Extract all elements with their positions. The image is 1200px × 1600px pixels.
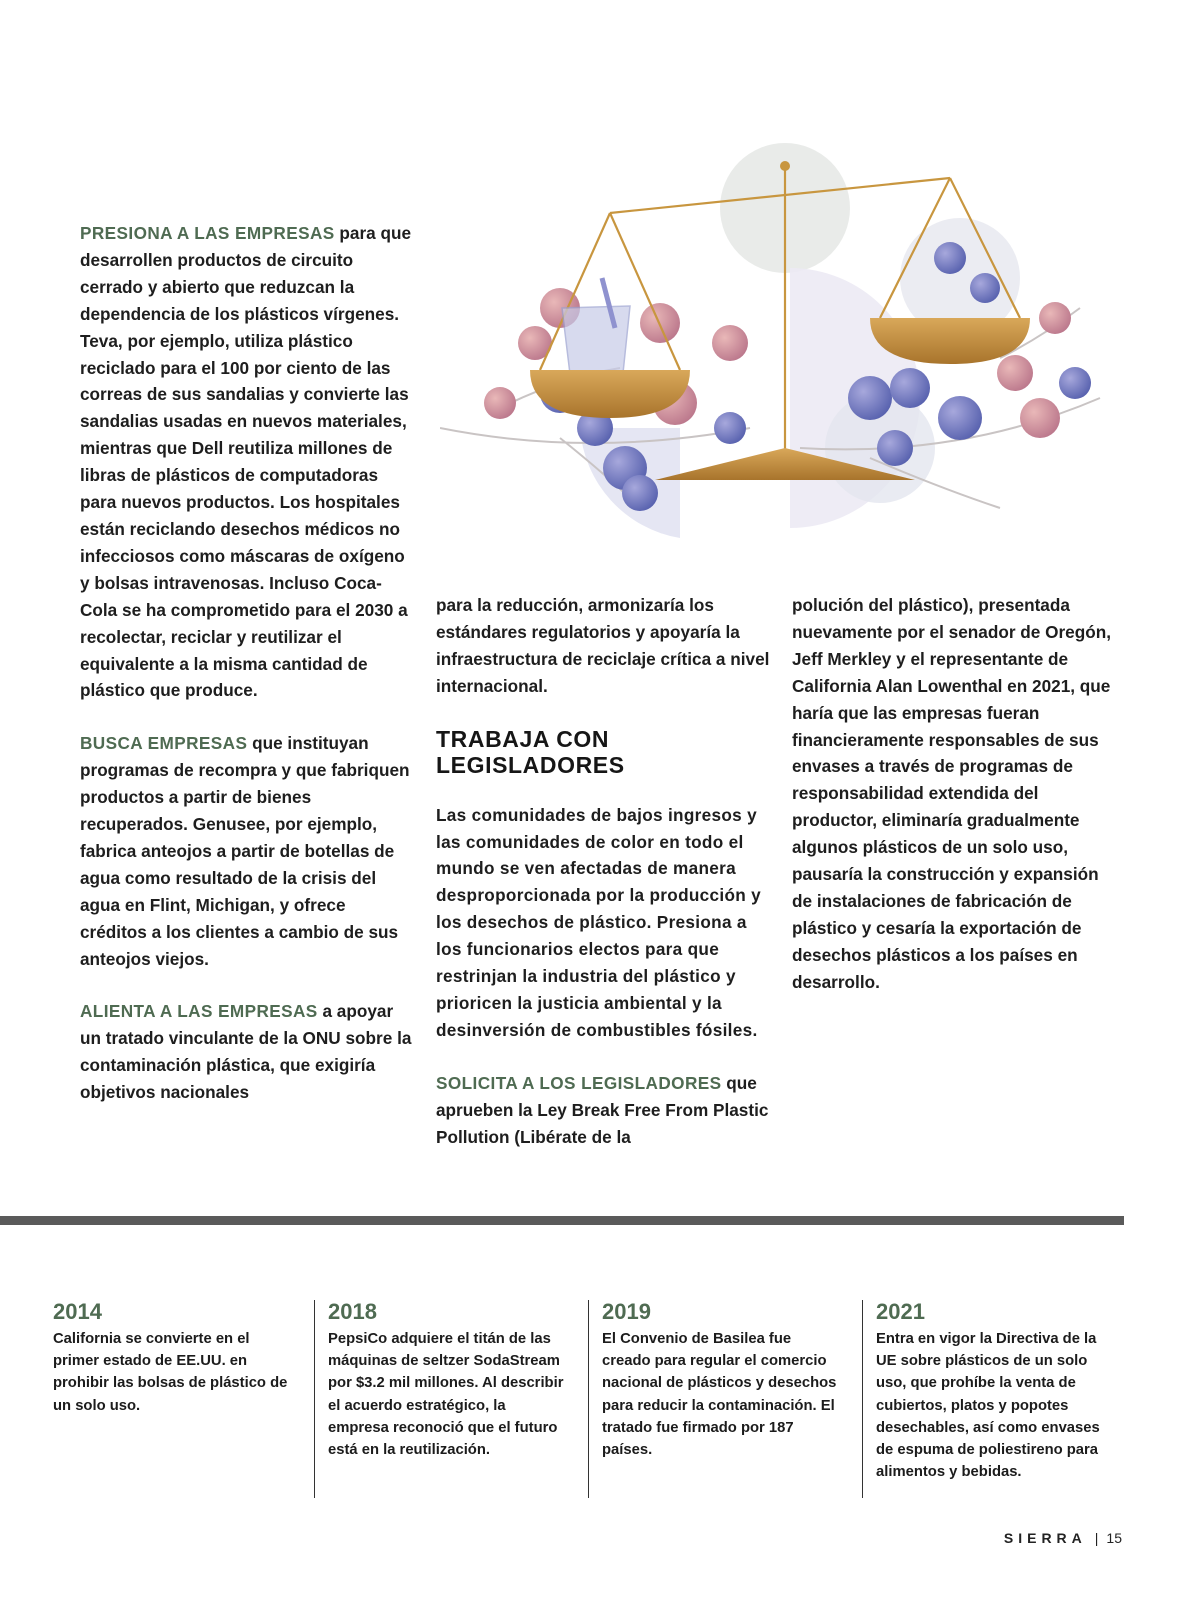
paragraph-communities: Las comunidades de bajos ingresos y las comunidades de color en todo el mundo se ven afectadas de manera desproporcionada por la producción y los desechos de plástico. Presiona a los funcionarios electos para que restrinjan la industria del plástico y prioricen la justicia ambiental y la desinversión de combustibles fósiles. bbox=[436, 804, 761, 1040]
leaf bbox=[712, 325, 748, 361]
paragraph-encourage-companies: ALIENTA A LAS EMPRESAS a apoyar un tratado vinculante de la ONU sobre la contaminación plástica, que exigiría objetivos nacionales bbox=[80, 1001, 412, 1103]
section-heading: TRABAJA CON LEGISLADORES bbox=[436, 725, 625, 778]
scale-illustration bbox=[440, 128, 1120, 548]
leaf bbox=[890, 368, 930, 408]
magazine-name: SIERRA bbox=[1003, 1530, 1087, 1546]
timeline-year: 2014 bbox=[53, 1299, 102, 1324]
glass bbox=[562, 306, 630, 374]
paragraph-break-free-act: polución del plástico), presentada nuevamente por el senador de Oregón, Jeff Merkley y el representante de California Alan Lowenthal en 2021, que haría que las empresas fueran financieramente responsables de sus envases a través de programas de responsabilidad extendida del productor, eliminaría gradualmente algunos plásticos de un solo uso, pausaría la construcción y expansión de instalaciones de fabricación de plástico y cesaría la exportación de desechos plásticos a los países en desarrollo. bbox=[792, 595, 1112, 992]
timeline-year: 2018 bbox=[328, 1299, 377, 1324]
leaf bbox=[484, 387, 516, 419]
leaf bbox=[1039, 302, 1071, 334]
article-column-1 bbox=[80, 220, 415, 1132]
page-number: 15 bbox=[1106, 1530, 1122, 1546]
paragraph-request-legislators: SOLICITA A LOS LEGISLADORES que aprueben la Ley Break Free From Plastic Pollution (Libérate de la bbox=[436, 1072, 769, 1147]
timeline-text: PepsiCo adquiere el titán de las máquinas de seltzer SodaStream por $3.2 mil millones. Al describir el acuerdo estratégico, la empresa reconoció que el futuro está en la reutilización. bbox=[328, 1331, 564, 1459]
article-column-3 bbox=[792, 592, 1122, 1022]
leaf bbox=[938, 396, 982, 440]
paragraph-find-companies: BUSCA EMPRESAS que instituyan programas de recompra y que fabriquen productos a partir de bienes recuperados. Genusee, por ejemplo, fabrica anteojos a partir de botellas de agua como resultado de la crisis del agua en Flint, Michigan, y ofrece créditos a los clientes a cambio de sus anteojos viejos. bbox=[80, 733, 410, 969]
section-divider bbox=[0, 1216, 1124, 1225]
timeline-item bbox=[53, 1300, 293, 1417]
timeline-text: El Convenio de Basilea fue creado para regular el comercio nacional de plásticos y desechos para reducir la contaminación. El tratado fue firmado por 187 países. bbox=[602, 1331, 837, 1459]
leaf bbox=[877, 430, 913, 466]
timeline-year: 2021 bbox=[876, 1299, 925, 1324]
leaf bbox=[622, 475, 658, 511]
timeline-text: California se convierte en el primer estado de EE.UU. en prohibir las bolsas de plástico de un solo uso. bbox=[53, 1331, 288, 1414]
leaf bbox=[1020, 398, 1060, 438]
leaf bbox=[970, 273, 1000, 303]
lead-find-companies: BUSCA EMPRESAS bbox=[80, 733, 248, 754]
lead-encourage-companies: ALIENTA A LAS EMPRESAS bbox=[80, 1001, 318, 1022]
scale-top bbox=[780, 161, 790, 171]
page-footer bbox=[1004, 1530, 1122, 1546]
timeline-text: Entra en vigor la Directiva de la UE sobre plásticos de un solo uso, que prohíbe la venta de cubiertos, platos y popotes desechables, así como envases de espuma de poliestireno para alimentos y bebidas. bbox=[876, 1331, 1100, 1481]
timeline-year: 2019 bbox=[602, 1299, 651, 1324]
paragraph-reduction: para la reducción, armonizaría los estándares regulatorios y apoyaría la infraestructura de reciclaje crítica a nivel internacional. bbox=[436, 595, 770, 696]
article-column-2 bbox=[436, 592, 771, 1177]
leaf bbox=[848, 376, 892, 420]
paragraph-pressure-companies: PRESIONA A LAS EMPRESAS para que desarrollen productos de circuito cerrado y abierto que reduzcan la dependencia de los plásticos vírgenes. Teva, por ejemplo, utiliza plástico reciclado para el 100 por ciento de las correas de sus sandalias y convierte las sandalias usadas en nuevos materiales, mientras que Dell reutiliza millones de libras de plásticos de computadoras para nuevos productos. Los hospitales están reciclando desechos médicos no infecciosos como máscaras de oxígeno y bolsas intravenosas. Incluso Coca-Cola se ha comprometido para el 2030 a recolectar, reciclar y reutilizar el equivalente a la misma cantidad de plástico que produce. bbox=[80, 223, 412, 701]
leaf bbox=[714, 412, 746, 444]
footer-separator: | bbox=[1094, 1530, 1099, 1546]
leaf bbox=[997, 355, 1033, 391]
timeline-item bbox=[862, 1300, 1116, 1498]
timeline-item bbox=[588, 1300, 842, 1498]
lead-request-legislators: SOLICITA A LOS LEGISLADORES bbox=[436, 1072, 722, 1093]
leaf bbox=[1059, 367, 1091, 399]
timeline-item bbox=[314, 1300, 568, 1498]
leaf bbox=[934, 242, 966, 274]
lead-pressure-companies: PRESIONA A LAS EMPRESAS bbox=[80, 223, 335, 243]
